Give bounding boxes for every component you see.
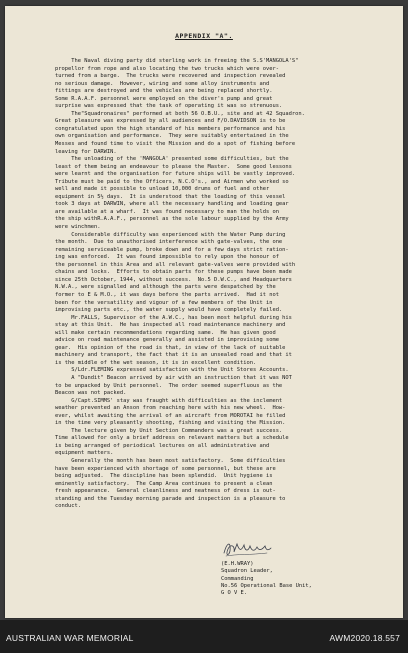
document-line: will make certain recommendations regarding same. He has given good [55, 329, 276, 336]
document-line: were winchmen. [55, 224, 101, 231]
document-line: stay at this Unit. He has inspected all road maintenance machinery and [55, 322, 286, 329]
document-line: chains and locks. Efforts to obtain parts for these pumps have been made [55, 269, 292, 276]
document-line: fresh appearance. General cleanliness and neatness of dress is out- [55, 488, 276, 495]
document-line: Considerable difficulty was experienced with the Water Pump during [55, 231, 286, 238]
document-line: improvising parts etc., the water supply would have completely failed. [55, 307, 283, 314]
document-line: propellor from rope and also locating the two trucks which were over- [55, 65, 279, 72]
document-line: fittings are destroyed and the vehicles are being replaced shortly. [55, 88, 273, 95]
document-line: Mr.FALLS, Supervisor of the A.W.C., has been most helpful during his [55, 314, 292, 321]
document-line: well and made it possible to unload 10,000 drums of fuel and other [55, 186, 270, 193]
document-line: Great pleasure was expressed by all audiences and F/O.DAVIDSON is to be [55, 118, 286, 125]
document-line: took 3 days at DARWIN, where all the necessary handling and loading gear [55, 201, 289, 208]
document-line: Beacon was not packed. [55, 390, 127, 397]
document-line: A "Dundit" Beacon arrived by air with an instruction that it was NOT [55, 374, 292, 381]
document-line: Generally the month has been most satisfactory. Some difficulties [55, 457, 286, 464]
document-line: since 25th October, 1944, without success. No.5 D.W.C., and Headquarters [55, 276, 292, 283]
document-line: standing and the Tuesday morning parade and inspection is a pleasure to [55, 495, 286, 502]
document-line: have been experienced with shortage of some personnel, but these are [55, 465, 276, 472]
document-page [5, 6, 403, 618]
document-line: The Naval diving party did sterling work in freeing the S.S'MANGOLA'S" [55, 58, 299, 64]
document-line: to be unpacked by Unit personnel. The order seemed superfluous as the [55, 382, 283, 389]
document-line: weather prevented an Anson from reaching here with his new wheel. How- [55, 405, 286, 412]
document-line: surprise was expressed that the task of operating it was so strenuous. [55, 103, 283, 110]
document-line: the ship withR.A.A.F., personnel as the sole labour supplied by the Army [55, 216, 289, 223]
document-line: conduct. [55, 503, 81, 510]
document-line: the month. Due to unauthorised interference with gate-valves, the one [55, 239, 283, 246]
document-line: in the time very pleasantly shooting, fishing and visiting the Mission. [55, 420, 286, 427]
document-line: is being arranged of periodical lectures on all administrative and [55, 442, 270, 449]
document-line: ing was enforced. It was found impossible to rely upon the honour of [55, 254, 279, 261]
document-line: The"Squadronaires" performed at both 56 O.B.U., site and at 42 Squadron. [55, 110, 305, 117]
document-line: is the middle of the wet season, it is in excellent condition. [55, 359, 257, 366]
footer-bar [0, 620, 408, 653]
document-line: no serious damage. However, wiring and some alloy instruments and [55, 80, 270, 87]
document-line: were learnt and the organisation for future ships will be vastly improved. [55, 171, 296, 178]
document-body [55, 58, 387, 511]
document-line: ever, whilst awaiting the arrival of an aircraft from MOROTAI he filled [55, 412, 286, 419]
document-line: eminently satisfactory. The Camp Area continues to present a clean [55, 480, 273, 487]
document-line: advice on road maintenance generally and assisted in improvising some [55, 337, 279, 344]
document-line: turned from a barge. The trucks were recovered and inspection revealed [55, 73, 286, 80]
document-line: equipment in 5½ days. It is understood that the loading of this vessel [55, 193, 286, 200]
document-line: former to E & M.O., it was days before the parts arrived. Had it not [55, 291, 279, 298]
handwritten-signature [221, 538, 273, 560]
signature-line: (E.H.WRAY) [221, 561, 254, 567]
document-line: least of them being an endeavour to please the Master. Some good lessons [55, 163, 292, 170]
document-line: the personnel in this Area and all relevant gate-valves were provided with [55, 261, 296, 268]
document-line: The lecture given by Unit Section Commanders was a great success. [55, 427, 283, 434]
document-line: leaving for DARWIN. [55, 148, 117, 155]
document-line: The unloading of the 'MANGOLA' presented some difficulties, but the [55, 156, 289, 163]
document-line: own organisation and performance. They were suitably entertained in the [55, 133, 289, 140]
document-line: being adjusted. The discipline has been splendid. Unit hygiene is [55, 473, 273, 480]
signature-line: Commanding [221, 575, 254, 582]
document-line: S/Ldr.FLEMING expressed satisfaction with the Unit Stores Accounts. [55, 367, 289, 374]
accession-number: AWM2020.18.557 [329, 633, 400, 643]
document-line: Messes and found time to visit the Mission and do a spot of fishing before [55, 141, 296, 148]
signature-line: No.56 Operational Base Unit, [221, 582, 312, 589]
signature-line: Squadron Leader, [221, 568, 273, 575]
document-line: equipment matters. [55, 450, 114, 457]
document-line: N.W.A., were signalled and although the parts were despatched by the [55, 284, 276, 291]
document-line: Some R.A.A.F. personnel were employed on the diver's pump and great [55, 95, 273, 102]
document-line: G/Capt.SIMMS' stay was fraught with difficulties as the inclement [55, 397, 283, 404]
document-line: are available at a wharf. It was found necessary to man the holds on [55, 208, 279, 215]
document-line: gear. His opinion of the road is that, in view of the lack of suitable [55, 344, 286, 351]
appendix-heading: APPENDIX "A". [175, 32, 233, 40]
document-line: congratulated upon the high standard of his members performance and his [55, 125, 286, 132]
document-line: been for the versatility and vigour of a few members of the Unit in [55, 299, 273, 306]
document-line: Time allowed for only a brief address on relevant matters but a schedule [55, 435, 289, 442]
document-line: remaining serviceable pump, broke down and for a few days strict ration- [55, 246, 289, 253]
institution-label: AUSTRALIAN WAR MEMORIAL [6, 633, 134, 643]
signature-block [221, 561, 312, 597]
document-line: Tribute must be paid to the Officers, N.C.O's., and Airmen who worked so [55, 178, 289, 185]
signature-line: G O V E. [221, 590, 247, 597]
document-line: machinery and transport, the fact that it is an unsealed road and that it [55, 352, 292, 359]
